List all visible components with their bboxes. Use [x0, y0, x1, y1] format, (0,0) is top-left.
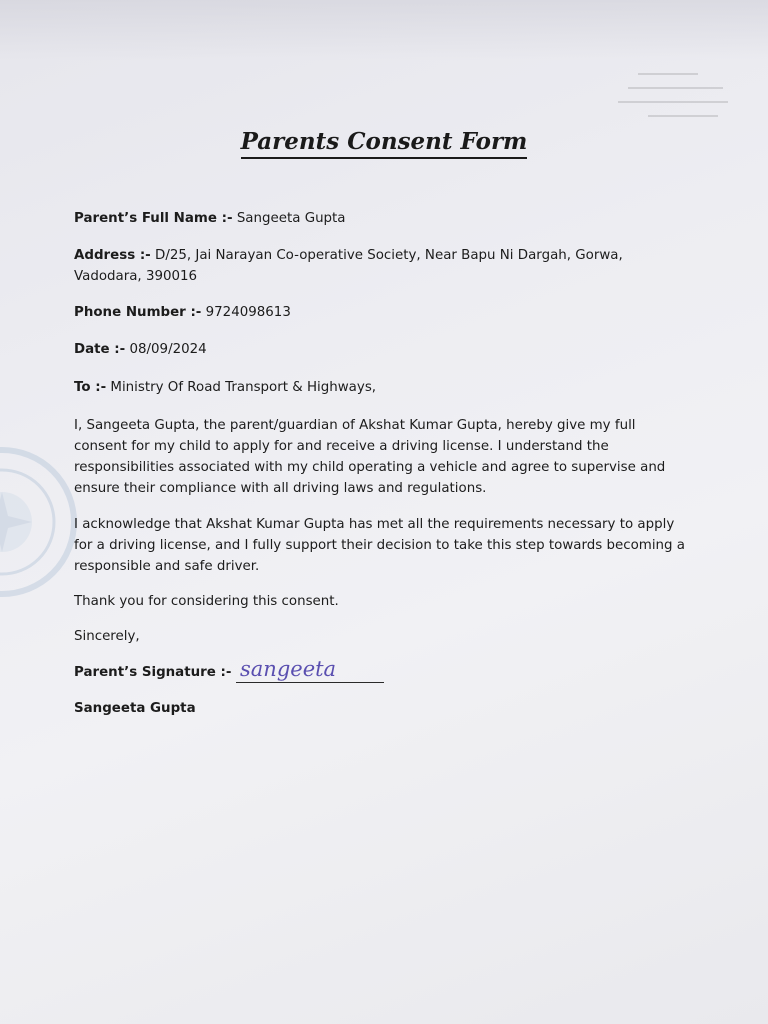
paragraph-1-line-3: responsibilities associated with my child operating a vehicle and agree to supervise and — [74, 460, 666, 475]
address-line-1: D/25, Jai Narayan Co-operative Society, Near Bapu Ni Dargah, Gorwa, — [155, 248, 623, 263]
stamp-seal-icon — [0, 432, 82, 612]
paragraph-2-line-1: I acknowledge that Akshat Kumar Gupta has met all the requirements necessary to apply — [74, 517, 675, 532]
phone-label: Phone Number :- — [74, 305, 202, 320]
date-value: 08/09/2024 — [129, 342, 207, 357]
handwritten-signature — [238, 652, 368, 684]
address-label: Address :- — [74, 248, 151, 263]
form-title: Parents Consent Form — [0, 128, 768, 155]
phone-value: 9724098613 — [205, 305, 291, 320]
recipient-row — [74, 377, 694, 398]
paragraph-1-line-2: consent for my child to apply for and receive a driving license. I understand the — [74, 439, 609, 454]
address-line-2: Vadodara, 390016 — [74, 269, 198, 284]
signature-line — [236, 657, 384, 683]
parent-name-value: Sangeeta Gupta — [236, 211, 346, 226]
page-shadow — [0, 0, 768, 60]
signature-label: Parent’s Signature :- — [74, 665, 232, 680]
signatory-name: Sangeeta Gupta — [74, 701, 196, 716]
thanks-text: Thank you for considering this consent. — [74, 594, 339, 609]
closing-text: Sincerely, — [74, 629, 140, 644]
date-row — [74, 339, 694, 360]
paragraph-2-line-2: for a driving license, and I fully support their decision to take this step towards becoming a — [74, 538, 686, 553]
recipient-label: To :- — [74, 380, 107, 395]
address-row — [74, 245, 694, 266]
date-label: Date :- — [74, 342, 126, 357]
paragraph-2-line-3: responsible and safe driver. — [74, 559, 260, 574]
parent-name-label: Parent’s Full Name :- — [74, 211, 233, 226]
signature-ink: sangeeta — [239, 657, 336, 681]
recipient-value: Ministry Of Road Transport & Highways, — [110, 380, 377, 395]
phone-row — [74, 302, 694, 323]
paragraph-1-line-4: ensure their compliance with all driving laws and regulations. — [74, 481, 487, 496]
paragraph-1-line-1: I, Sangeeta Gupta, the parent/guardian of Akshat Kumar Gupta, hereby give my full — [74, 418, 636, 433]
signature-row — [74, 657, 694, 683]
parent-name-row — [74, 208, 694, 229]
